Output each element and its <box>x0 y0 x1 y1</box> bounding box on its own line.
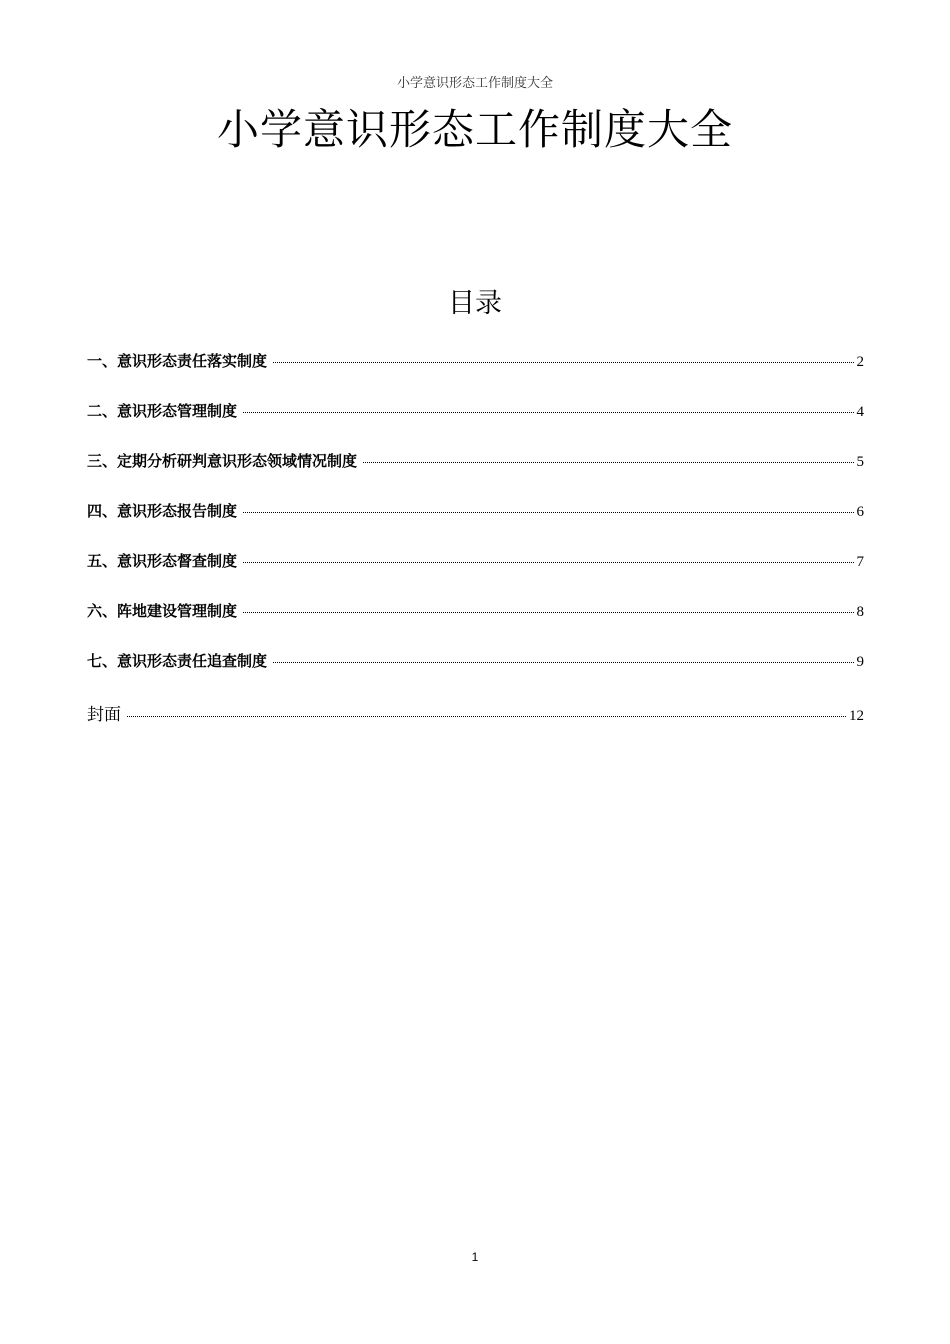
toc-entry-page: 8 <box>856 604 864 620</box>
dot-leader <box>243 562 853 563</box>
dot-leader <box>243 412 853 413</box>
toc-heading: 目录 <box>448 288 502 319</box>
dot-leader <box>243 512 853 513</box>
toc-entry-8[interactable] <box>87 700 864 750</box>
toc-entry-label: 六、阵地建设管理制度 <box>87 602 238 620</box>
toc-entry-label: 封面 <box>87 705 121 725</box>
toc-entry-page: 7 <box>856 554 864 570</box>
toc-entry-page: 5 <box>856 454 864 470</box>
dot-leader <box>363 462 853 463</box>
toc-entry-7[interactable] <box>87 650 864 700</box>
toc-entry-page: 12 <box>849 708 864 724</box>
toc-entry-label: 四、意识形态报告制度 <box>87 502 238 520</box>
toc-entry-label: 三、定期分析研判意识形态领域情况制度 <box>87 452 358 470</box>
toc-entry-label: 二、意识形态管理制度 <box>87 402 238 420</box>
toc-entry-label: 七、意识形态责任追查制度 <box>87 652 268 670</box>
dot-leader <box>243 612 853 613</box>
toc-entry-4[interactable] <box>87 500 864 550</box>
toc-entry-page: 2 <box>856 354 864 370</box>
toc-entry-label: 一、意识形态责任落实制度 <box>87 352 268 370</box>
toc-entry-5[interactable] <box>87 550 864 600</box>
toc-entry-2[interactable] <box>87 400 864 450</box>
running-header: 小学意识形态工作制度大全 <box>396 76 553 91</box>
dot-leader <box>273 362 853 363</box>
document-title: 小学意识形态工作制度大全 <box>216 105 733 154</box>
toc-entry-1[interactable] <box>87 350 864 400</box>
toc-entry-label: 五、意识形态督查制度 <box>87 552 238 570</box>
toc-entry-6[interactable] <box>87 600 864 650</box>
toc-entry-page: 6 <box>856 504 864 520</box>
dot-leader <box>127 716 846 717</box>
toc-entry-page: 4 <box>856 404 864 420</box>
toc-entry-page: 9 <box>856 654 864 670</box>
toc-entry-3[interactable] <box>87 450 864 500</box>
table-of-contents <box>87 350 864 750</box>
page-number: 1 <box>471 1250 479 1264</box>
dot-leader <box>273 662 853 663</box>
